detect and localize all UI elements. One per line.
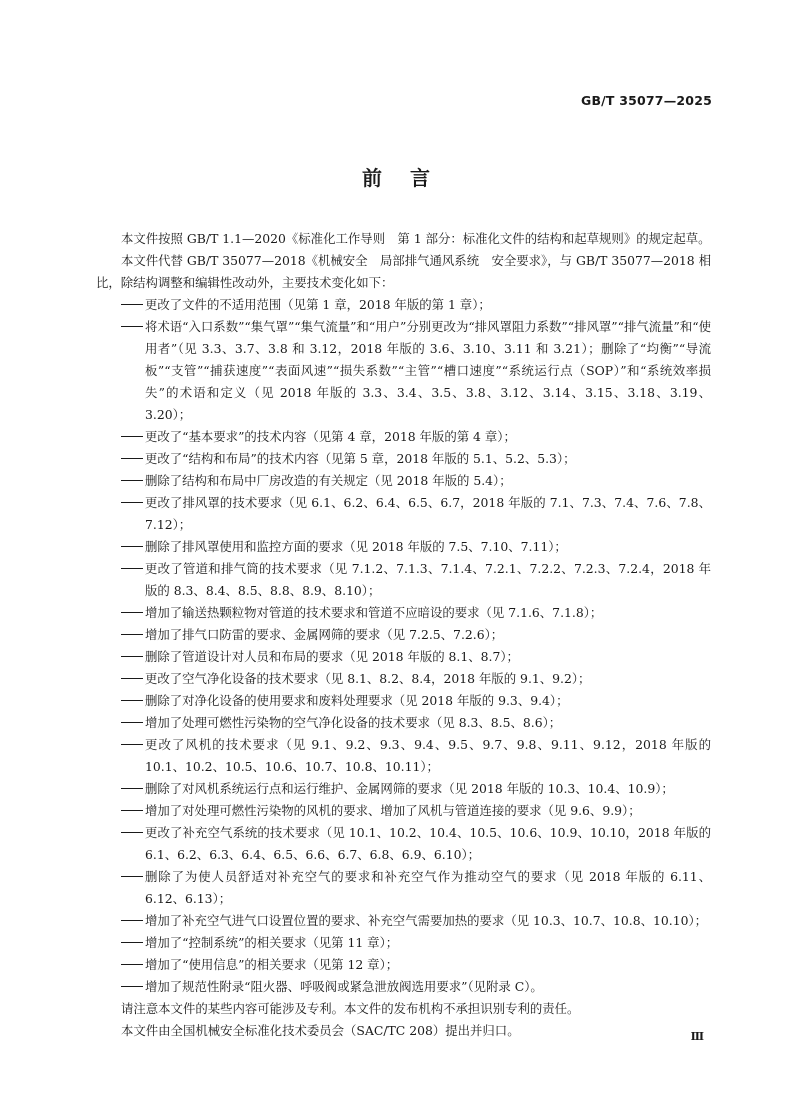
committee-statement: 本文件由全国机械安全标准化技术委员会（SAC/TC 208）提出并归口。 xyxy=(121,1023,520,1038)
dash-marker xyxy=(121,810,143,811)
list-item-text: 更改了排风罩的技术要求（见 6.1、6.2、6.4、6.5、6.7，2018 年版的 7.1、7.3、7.4、7.6、7.8、7.12）； xyxy=(145,495,711,532)
dash-marker xyxy=(121,612,143,613)
document-body xyxy=(96,228,711,1042)
list-item xyxy=(96,954,711,976)
list-item xyxy=(96,294,711,316)
list-item-text: 增加了“使用信息”的相关要求（见第 12 章）； xyxy=(145,957,399,972)
list-item-text: 将术语“入口系数”“集气罩”“集气流量”和“用户”分别更改为“排风罩阻力系数”“排风罩”“排气流量”和“使用者”（见 3.3、3.7、3.8 和 3.12，2018 年版的 3.6、3.10、3.11 和 3.21）；删除了“均衡”“导流板”“支管”“捕获速度”“表面风速”“损失系数”“主管”“槽口速度”“系统运行点（SOP）”和“系统效率损失”的术语和定义（见 2018 年版的 3.3、3.4、3.5、3.8、3.12、3.14、3.15、3.18、3.19、3.20）； xyxy=(145,319,711,422)
list-item-text: 更改了“结构和布局”的技术内容（见第 5 章，2018 年版的 5.1、5.2、5.3）； xyxy=(145,451,576,466)
patent-notice: 请注意本文件的某些内容可能涉及专利。本文件的发布机构不承担识别专利的责任。 xyxy=(121,1001,580,1016)
dash-marker xyxy=(121,678,143,679)
standard-number: GB/T 35077—2025 xyxy=(580,93,712,108)
dash-marker xyxy=(121,304,143,305)
list-item xyxy=(96,646,711,668)
list-item xyxy=(96,536,711,558)
list-item-text: 增加了规范性附录“阻火器、呼吸阀或紧急泄放阀选用要求”（见附录 C）。 xyxy=(145,979,543,994)
list-item xyxy=(96,800,711,822)
list-item xyxy=(96,426,711,448)
dash-marker xyxy=(121,436,143,437)
list-item-text: 增加了“控制系统”的相关要求（见第 11 章）； xyxy=(145,935,399,950)
list-item-text: 删除了为使人员舒适对补充空气的要求和补充空气作为推动空气的要求（见 2018 年版的 6.11、6.12、6.13）； xyxy=(145,869,711,906)
list-item-text: 增加了对处理可燃性污染物的风机的要求、增加了风机与管道连接的要求（见 9.6、9.9）； xyxy=(145,803,641,818)
list-item xyxy=(96,668,711,690)
list-item-text: 更改了空气净化设备的技术要求（见 8.1、8.2、8.4，2018 年版的 9.1、9.2）； xyxy=(145,671,591,686)
dash-marker xyxy=(121,656,143,657)
dash-marker xyxy=(121,700,143,701)
page-number: Ⅲ xyxy=(690,1030,704,1043)
dash-marker xyxy=(121,744,143,745)
list-item-text: 更改了补充空气系统的技术要求（见 10.1、10.2、10.4、10.5、10.6、10.9、10.10，2018 年版的 6.1、6.2、6.3、6.4、6.5、6.6、6.7、6.8、6.9、6.10）； xyxy=(145,825,711,862)
dash-marker xyxy=(121,458,143,459)
list-item xyxy=(96,624,711,646)
list-item-text: 更改了风机的技术要求（见 9.1、9.2、9.3、9.4、9.5、9.7、9.8、9.11、9.12，2018 年版的 10.1、10.2、10.5、10.6、10.7、10.8、10.11）； xyxy=(145,737,711,774)
list-item xyxy=(96,492,711,536)
dash-marker xyxy=(121,832,143,833)
dash-marker xyxy=(121,788,143,789)
list-item xyxy=(96,558,711,602)
list-item xyxy=(96,602,711,624)
list-item xyxy=(96,690,711,712)
list-item xyxy=(96,910,711,932)
list-item xyxy=(96,712,711,734)
dash-marker xyxy=(121,480,143,481)
dash-marker xyxy=(121,722,143,723)
list-item-text: 增加了输送热颗粒物对管道的技术要求和管道不应暗设的要求（见 7.1.6、7.1.8）； xyxy=(145,605,603,620)
list-item-text: 更改了管道和排气筒的技术要求（见 7.1.2、7.1.3、7.1.4、7.2.1、7.2.2、7.2.3、7.2.4，2018 年版的 8.3、8.4、8.5、8.8、8.9、8.10）； xyxy=(145,561,711,598)
list-item xyxy=(96,778,711,800)
changes-list xyxy=(96,294,711,998)
list-item xyxy=(96,976,711,998)
list-item xyxy=(96,866,711,910)
page-title: 前言 xyxy=(362,166,458,190)
list-item xyxy=(96,932,711,954)
list-item xyxy=(96,734,711,778)
list-item xyxy=(96,316,711,426)
list-item-text: 增加了处理可燃性污染物的空气净化设备的技术要求（见 8.3、8.5、8.6）； xyxy=(145,715,562,730)
dash-marker xyxy=(121,502,143,503)
list-item-text: 删除了对净化设备的使用要求和废料处理要求（见 2018 年版的 9.3、9.4）； xyxy=(145,693,569,708)
dash-marker xyxy=(121,986,143,987)
dash-marker xyxy=(121,568,143,569)
list-item-text: 删除了管道设计对人员和布局的要求（见 2018 年版的 8.1、8.7）； xyxy=(145,649,519,664)
list-item xyxy=(96,470,711,492)
dash-marker xyxy=(121,942,143,943)
dash-marker xyxy=(121,964,143,965)
list-item-text: 更改了“基本要求”的技术内容（见第 4 章，2018 年版的第 4 章）； xyxy=(145,429,516,444)
list-item-text: 删除了结构和布局中厂房改造的有关规定（见 2018 年版的 5.4）； xyxy=(145,473,512,488)
list-item-text: 更改了文件的不适用范围（见第 1 章，2018 年版的第 1 章）； xyxy=(145,297,491,312)
intro-paragraph-2: 本文件代替 GB/T 35077—2018《机械安全 局部排气通风系统 安全要求》，与 GB/T 35077—2018 相比，除结构调整和编辑性改动外，主要技术变化如下： xyxy=(96,253,711,290)
list-item xyxy=(96,448,711,470)
dash-marker xyxy=(121,920,143,921)
list-item-text: 增加了补充空气进气口设置位置的要求、补充空气需要加热的要求（见 10.3、10.7、10.8、10.10）； xyxy=(145,913,708,928)
dash-marker xyxy=(121,876,143,877)
list-item-text: 增加了排气口防雷的要求、金属网筛的要求（见 7.2.5、7.2.6）； xyxy=(145,627,504,642)
dash-marker xyxy=(121,634,143,635)
dash-marker xyxy=(121,546,143,547)
list-item xyxy=(96,822,711,866)
list-item-text: 删除了对风机系统运行点和运行维护、金属网筛的要求（见 2018 年版的 10.3、10.4、10.9）； xyxy=(145,781,674,796)
list-item-text: 删除了排风罩使用和监控方面的要求（见 2018 年版的 7.5、7.10、7.11）； xyxy=(145,539,567,554)
intro-paragraph-1: 本文件按照 GB/T 1.1—2020《标准化工作导则 第 1 部分：标准化文件的结构和起草规则》的规定起草。 xyxy=(121,231,711,246)
dash-marker xyxy=(121,326,143,327)
